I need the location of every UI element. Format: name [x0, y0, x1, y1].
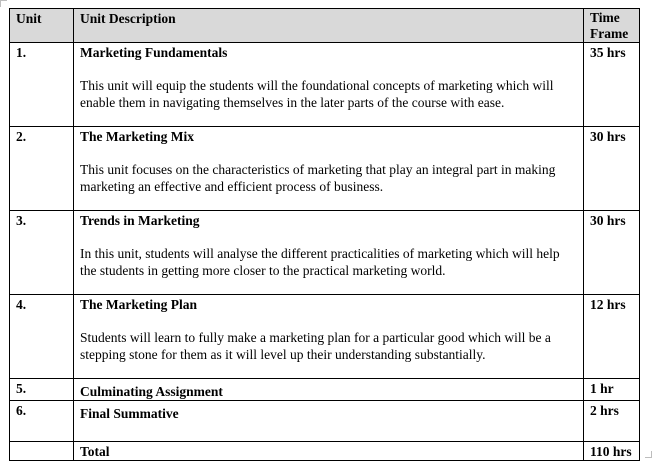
unit-number: 5. — [10, 379, 74, 401]
unit-description-cell — [74, 295, 584, 379]
unit-number: 4. — [10, 295, 74, 379]
table-row — [10, 295, 640, 379]
unit-description: Students will learn to fully make a marketing plan for a particular good which will be a stepping stone for them as it will level up their understanding substantially. — [80, 330, 551, 362]
unit-title: Marketing Fundamentals — [80, 45, 228, 60]
unit-time: 12 hrs — [584, 295, 640, 379]
unit-number: 3. — [10, 211, 74, 295]
header-unit: Unit — [10, 9, 74, 43]
unit-title: Culminating Assignment — [80, 384, 223, 399]
total-time: 110 hrs — [584, 442, 640, 461]
unit-time: 30 hrs — [584, 211, 640, 295]
unit-time: 35 hrs — [584, 43, 640, 127]
unit-description: This unit will equip the students will the foundational concepts of marketing which will enable them in navigating themselves in the later parts of the course with ease. — [80, 78, 554, 110]
unit-description-cell — [74, 379, 584, 401]
unit-title: Final Summative — [80, 406, 179, 421]
table-row — [10, 127, 640, 211]
table-header-row — [10, 9, 640, 43]
unit-title: The Marketing Mix — [80, 129, 194, 144]
header-time-frame: Time Frame — [584, 9, 640, 43]
units-table — [9, 8, 640, 461]
unit-time: 2 hrs — [584, 401, 640, 442]
table-total-row — [10, 442, 640, 461]
page-corner-mark — [0, 0, 7, 7]
table-row — [10, 211, 640, 295]
header-description: Unit Description — [74, 9, 584, 43]
unit-title: Trends in Marketing — [80, 213, 200, 228]
unit-title: The Marketing Plan — [80, 297, 197, 312]
page-corner-mark — [645, 451, 652, 458]
unit-number: 2. — [10, 127, 74, 211]
unit-number: 6. — [10, 401, 74, 442]
unit-time: 1 hr — [584, 379, 640, 401]
unit-time: 30 hrs — [584, 127, 640, 211]
total-unit — [10, 442, 74, 461]
unit-description: This unit focuses on the characteristics of marketing that play an integral part in making marketing an effective and efficient process of business. — [80, 162, 556, 194]
unit-description-cell — [74, 43, 584, 127]
unit-description-cell — [74, 401, 584, 442]
unit-description: In this unit, students will analyse the different practicalities of marketing which will help the students in getting more closer to the practical marketing world. — [80, 246, 560, 278]
unit-description-cell — [74, 127, 584, 211]
unit-description-cell — [74, 211, 584, 295]
unit-number: 1. — [10, 43, 74, 127]
table-row — [10, 43, 640, 127]
table-row — [10, 401, 640, 442]
total-label: Total — [74, 442, 584, 461]
table-row — [10, 379, 640, 401]
